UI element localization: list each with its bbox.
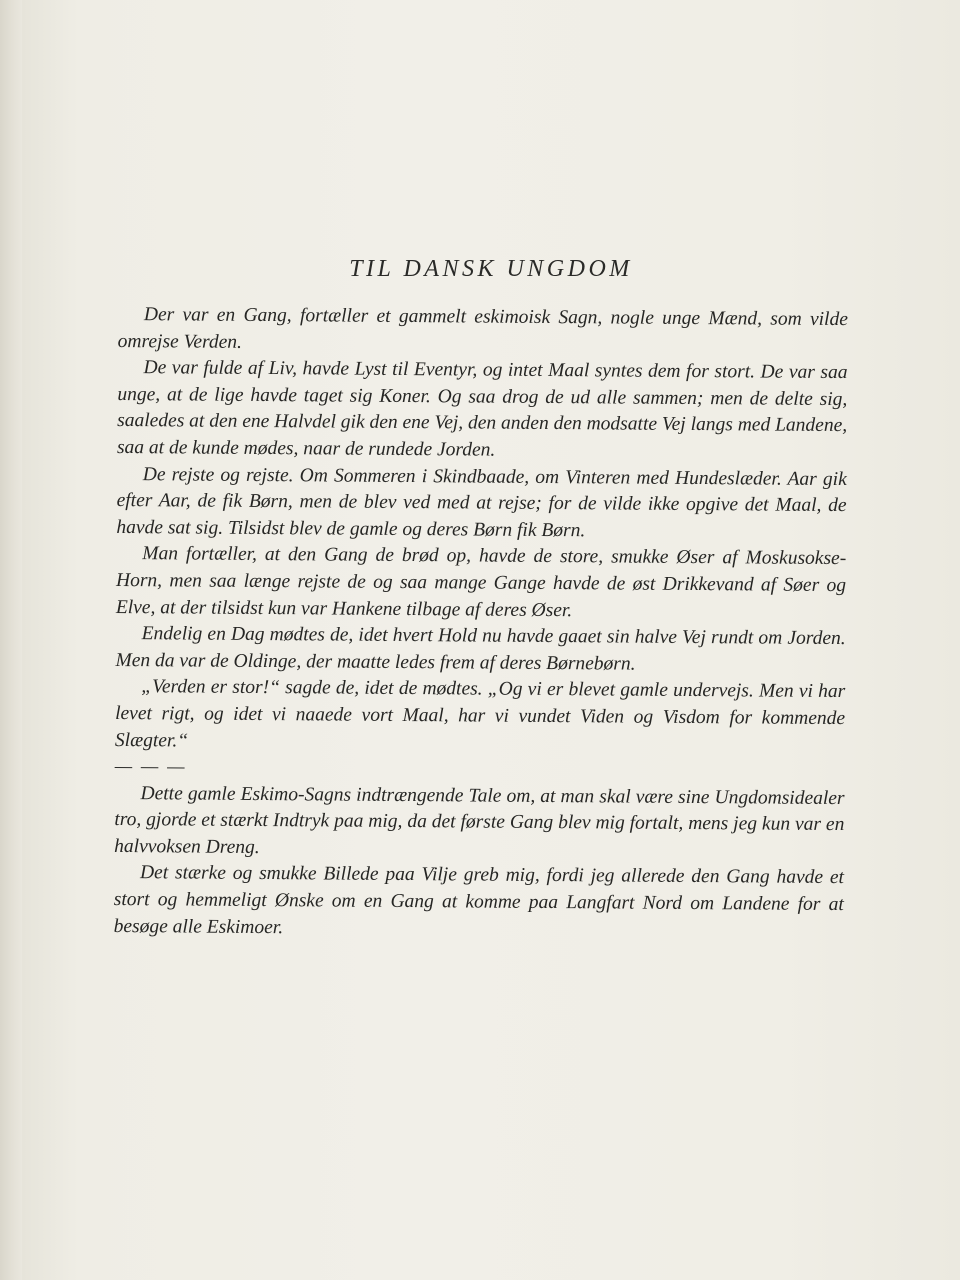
paragraph: De rejste og rejste. Om Sommeren i Skindbaade, om Vinteren med Hundeslæder. Aar gik efter Aar, de fik Børn, men de blev ved med at rejse; for de vilde ikke opgive det Maal, de havde sat sig. Tilsidst blev de gamle og deres Børn fik Børn. (116, 463, 847, 542)
paragraph: „Verden er stor!“ sagde de, idet de mødtes. „Og vi er blevet gamle undervejs. Men vi har levet rigt, og idet vi naaede vort Maal, har vi vundet Viden og Visdom for kommende Slægter.“ (114, 676, 846, 751)
body-text (114, 302, 848, 945)
book-gutter-shadow (0, 0, 22, 1280)
paragraph: De var fulde af Liv, havde Lyst til Eventyr, og intet Maal syntes dem for stort. De var saa unge, at de lige havde taget sig Koner. Og saa drog de ud alle sammen; men de delte sig, saaledes at den ene Halvdel gik den ene Vej, den anden den modsatte Vej langs med Landene, saa at de kunde mødes, naar de rundede Jorden. (116, 357, 848, 461)
section-separator: — — — (114, 756, 187, 778)
paragraph: Man fortæller, at den Gang de brød op, havde de store, smukke Øser af Moskusokse-Horn, men saa længe rejste de og saa mange Gange havde de øst Drikkevand af Søer og Elve, at der tilsidst kun var Hankene tilbage af deres Øser. (115, 543, 847, 621)
paragraph: Endelig en Dag mødtes de, idet hvert Hold nu havde gaaet sin halve Vej rundt om Jorden. Men da var de Oldinge, der maatte ledes frem af deres Børnebørn. (115, 623, 846, 675)
paragraph: Det stærke og smukke Billede paa Vilje greb mig, fordi jeg allerede den Gang havde et stort og hemmeligt Ønske om en Gang at komme paa Langfart Nord om Landene for at besøge alle Eskimoer. (113, 862, 845, 938)
page-title: TIL DANSK UNGDOM (349, 256, 633, 282)
book-page (22, 0, 960, 1280)
paragraph: Der var en Gang, fortæller et gammelt eskimoisk Sagn, nogle unge Mænd, som vilde omrejse Verden. (117, 304, 848, 353)
paragraph: Dette gamle Eskimo-Sagns indtrængende Tale om, at man skal være sine Ungdomsidealer tro, gjorde et stærkt Indtryk paa mig, da det første Gang blev mig fortalt, mens jeg kun var en halvvoksen Dreng. (114, 782, 845, 858)
